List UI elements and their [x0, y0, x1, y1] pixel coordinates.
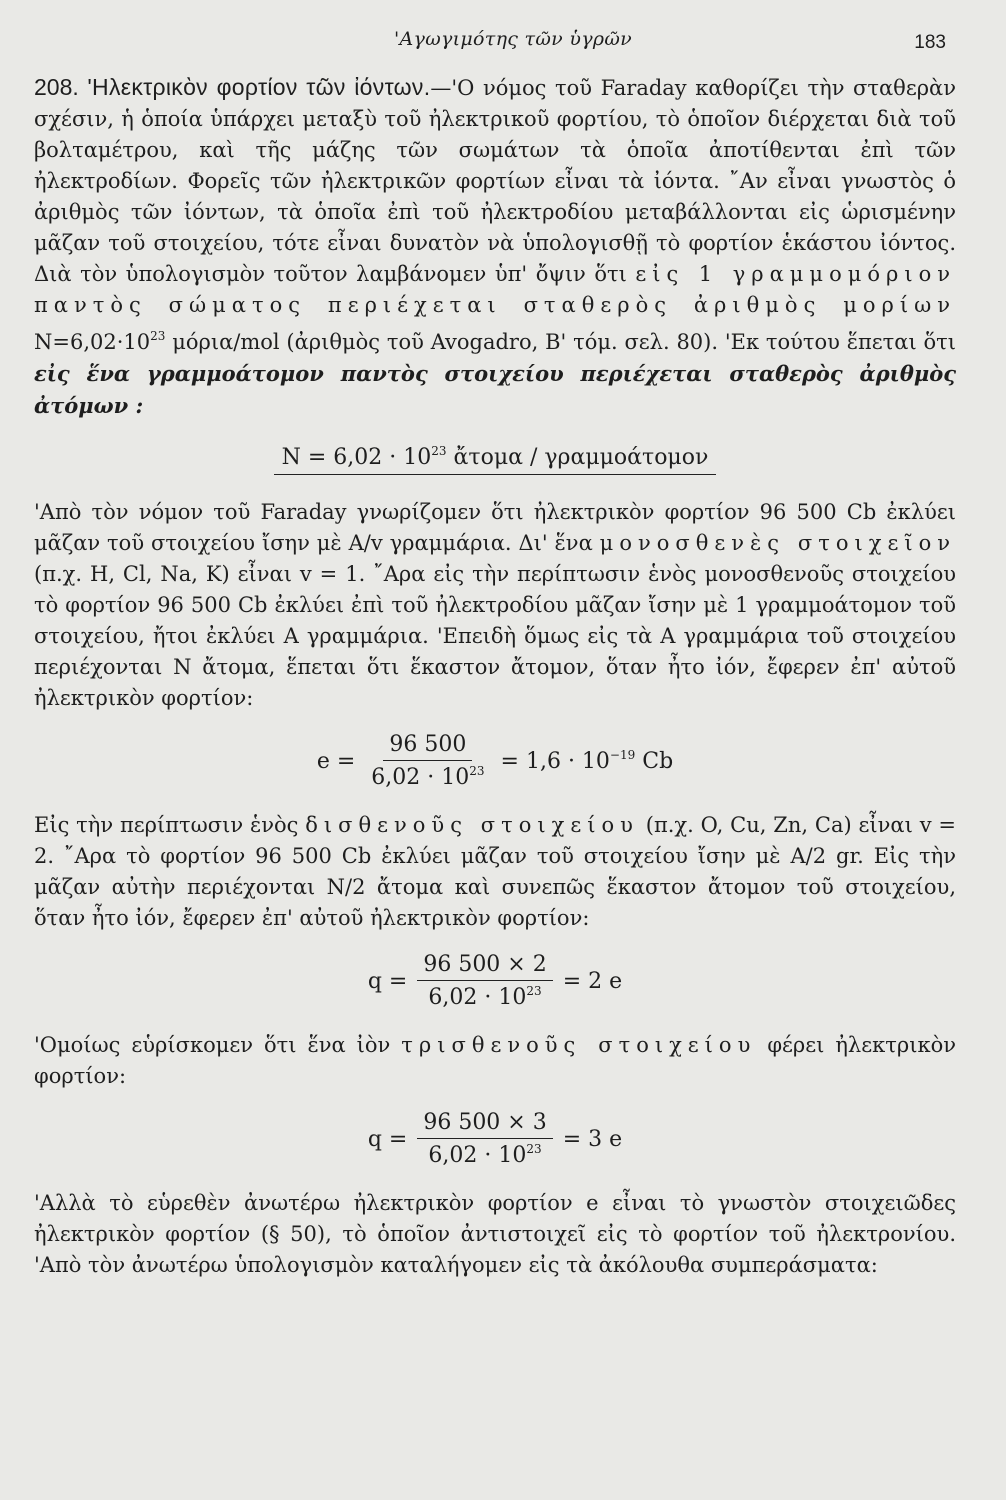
paragraph-3-text-a: Εἰς τὴν περίπτωσιν ἑνὸς: [34, 813, 299, 837]
paragraph-3-emphasis: δισθενοῦς στοιχείου: [305, 813, 639, 837]
paragraph-2-text-b: (π.χ. H, Cl, Na, K) εἶναι v = 1. ῎Αρα εἰς τὴν περίπτωσιν ἑνὸς μονοσθενοῦς στοιχείου τὸ φορτίον 96 500 Cb ἐκλύει ἐπὶ τοῦ ἠλεκτροδίου μᾶζαν ἴσην μὲ 1 γραμμοάτομον τοῦ στοιχείου, ἤτοι ἐκλύει A γραμμάρια. 'Επειδὴ ὅμως εἰς τὰ A γραμμάρια τοῦ στοιχείου περιέχονται N ἄτομα, ἕπεται ὅτι ἕκαστον ἄτομον, ὅταν ἦτο ἰόν, ἔφερεν ἐπ' αὐτοῦ ἠλεκτρικὸν φορτίον:: [34, 562, 956, 710]
paragraph-5-text: 'Αλλὰ τὸ εὑρεθὲν ἀνωτέρω ἠλεκτρικὸν φορτίον e εἶναι τὸ γνωστὸν στοιχειῶδες ἠλεκτρικὸν φορτίον (§ 50), τὸ ὁποῖον ἀντιστοιχεῖ εἰς τὸ φορτίον τοῦ ἠλεκτρονίου. 'Απὸ τὸν ἀνωτέρω ὑπολογισμὸν καταλήγομεν εἰς τὰ ἀκόλουθα συμπεράσματα:: [34, 1191, 956, 1277]
paragraph-2-emphasis: μονοσθενὲς στοιχεῖον: [599, 531, 957, 555]
formula-2-rhs-unit: Cb: [635, 749, 674, 774]
formula-2-rhs-base: = 1,6 · 10: [500, 749, 610, 774]
formula-2-rhs: [501, 748, 674, 774]
formula-2-rhs-exponent: −19: [609, 748, 636, 762]
paragraph-4-emphasis: τρισθενοῦς στοιχείου: [401, 1033, 757, 1057]
paragraph-2: [34, 497, 956, 714]
formula-2-den-base: 6,02 · 10: [371, 765, 470, 790]
formula-4-den-exponent: 23: [526, 1142, 542, 1156]
formula-3-numerator: 96 500 × 2: [417, 952, 552, 981]
section-title: 'Ηλεκτρικὸν φορτίον τῶν ἰόντων.: [87, 74, 431, 100]
formula-4-fraction: [417, 1110, 552, 1168]
formula-atoms-per-gram-atom: [34, 444, 956, 475]
section-number: 208.: [34, 74, 79, 100]
avogadro-number-exponent: 23: [150, 329, 166, 343]
formula-1-underlined: [274, 444, 717, 475]
formula-4-lhs: q =: [367, 1126, 408, 1152]
formula-4-den-base: 6,02 · 10: [428, 1143, 527, 1168]
paragraph-1: [34, 72, 956, 422]
page-header: [34, 28, 956, 68]
paragraph-2-text-a: 'Απὸ τὸν νόμον τοῦ Faraday γνωρίζομεν ὅτι ἠλεκτρικὸν φορτίον 96 500 Cb ἐκλύει μᾶζαν τοῦ στοιχείου ἴσην μὲ A/v γραμμάρια. Δι' ἕνα: [34, 500, 956, 555]
formula-2-lhs: e =: [316, 748, 356, 774]
formula-1-base: N = 6,02 · 10: [281, 445, 432, 470]
formula-3-rhs: = 2 e: [562, 968, 623, 994]
avogadro-number-base: N=6,02·10: [34, 330, 151, 354]
formula-3-lhs: q =: [367, 968, 408, 994]
paragraph-3-text-b: (π.χ. O, Cu, Zn, Ca) εἶναι v = 2. ῎Αρα τὸ φορτίον 96 500 Cb ἐκλύει μᾶζαν τοῦ στοιχείου ἴσην μὲ A/2 gr. Εἰς τὴν μᾶζαν αὐτὴν περιέχονται N/2 ἄτομα καὶ συνεπῶς ἕκαστον ἄτομον τοῦ στοιχείου, ὅταν ἦτο ἰόν, ἔφερεν ἐπ' αὐτοῦ ἠλεκτρικὸν φορτίον:: [34, 813, 956, 930]
formula-elementary-charge: [34, 732, 956, 790]
paragraph-1-text-b: μόρια/mol (ἀριθμὸς τοῦ Avogadro, B' τόμ. σελ. 80). 'Εκ τούτου ἕπεται ὅτι: [165, 330, 956, 354]
formula-1-unit: ἄτομα / γραμμοάτομον: [446, 445, 709, 470]
paragraph-5: [34, 1188, 956, 1281]
formula-3-den-exponent: 23: [526, 984, 542, 998]
paragraph-1-bold-statement: εἰς ἕνα γραμμοάτομον παντὸς στοιχείου περιέχεται σταθερὸς ἀριθμὸς ἀτόμων :: [34, 361, 956, 418]
formula-1-exponent: 23: [431, 444, 447, 458]
formula-2-fraction: [365, 732, 490, 790]
formula-trivalent-charge: [34, 1110, 956, 1168]
paragraph-4-text-b: φέρει ἠλεκτρικὸν φορτίον:: [34, 1033, 956, 1088]
formula-divalent-charge: [34, 952, 956, 1010]
paragraph-4: [34, 1030, 956, 1092]
avogadro-number: [34, 330, 165, 354]
page-number: 183: [914, 32, 946, 53]
formula-3-denominator: [422, 981, 547, 1010]
paragraph-3: [34, 810, 956, 934]
formula-2-denominator: [365, 761, 490, 790]
running-title: 'Αγωγιμότης τῶν ὑγρῶν: [394, 28, 632, 50]
paragraph-1-text-a: —'Ο νόμος τοῦ Faraday καθορίζει τὴν σταθερὰν σχέσιν, ἡ ὁποία ὑπάρχει μεταξὺ τοῦ ἠλεκτρικοῦ φορτίου, τὸ ὁποῖον διέρχεται διὰ τοῦ βολταμέτρου, καὶ τῆς μάζης τῶν σωμάτων τὰ ὁποῖα ἀποτίθενται ἐπὶ τῶν ἠλεκτροδίων. Φορεῖς τῶν ἠλεκτρικῶν φορτίων εἶναι τὰ ἰόντα. ῎Αν εἶναι γνωστὸς ὁ ἀριθμὸς τῶν ἰόντων, τὰ ὁποῖα ἐπὶ τοῦ ἠλεκτροδίου μεταβάλλονται εἰς ὡρισμένην μᾶζαν τοῦ στοιχείου, τότε εἶναι δυνατὸν νὰ ὑπολογισθῇ τὸ φορτίον ἑκάστου ἰόντος. Διὰ τὸν ὑπολογισμὸν τοῦτον λαμβάνομεν ὑπ' ὄψιν ὅτι: [34, 76, 956, 286]
formula-3-den-base: 6,02 · 10: [428, 985, 527, 1010]
formula-2-numerator: 96 500: [383, 732, 472, 761]
formula-4-rhs: = 3 e: [562, 1126, 623, 1152]
formula-4-numerator: 96 500 × 3: [417, 1110, 552, 1139]
paragraph-1-emphasis: εἰς 1 γραμμομόριον παντὸς σώματος περιέχεται σταθερὸς ἀριθμὸς μορίων: [34, 262, 956, 317]
paragraph-4-text-a: 'Ομοίως εὑρίσκομεν ὅτι ἕνα ἰὸν: [34, 1033, 391, 1057]
formula-4-denominator: [422, 1139, 547, 1168]
formula-3-fraction: [417, 952, 552, 1010]
formula-2-den-exponent: 23: [469, 764, 485, 778]
